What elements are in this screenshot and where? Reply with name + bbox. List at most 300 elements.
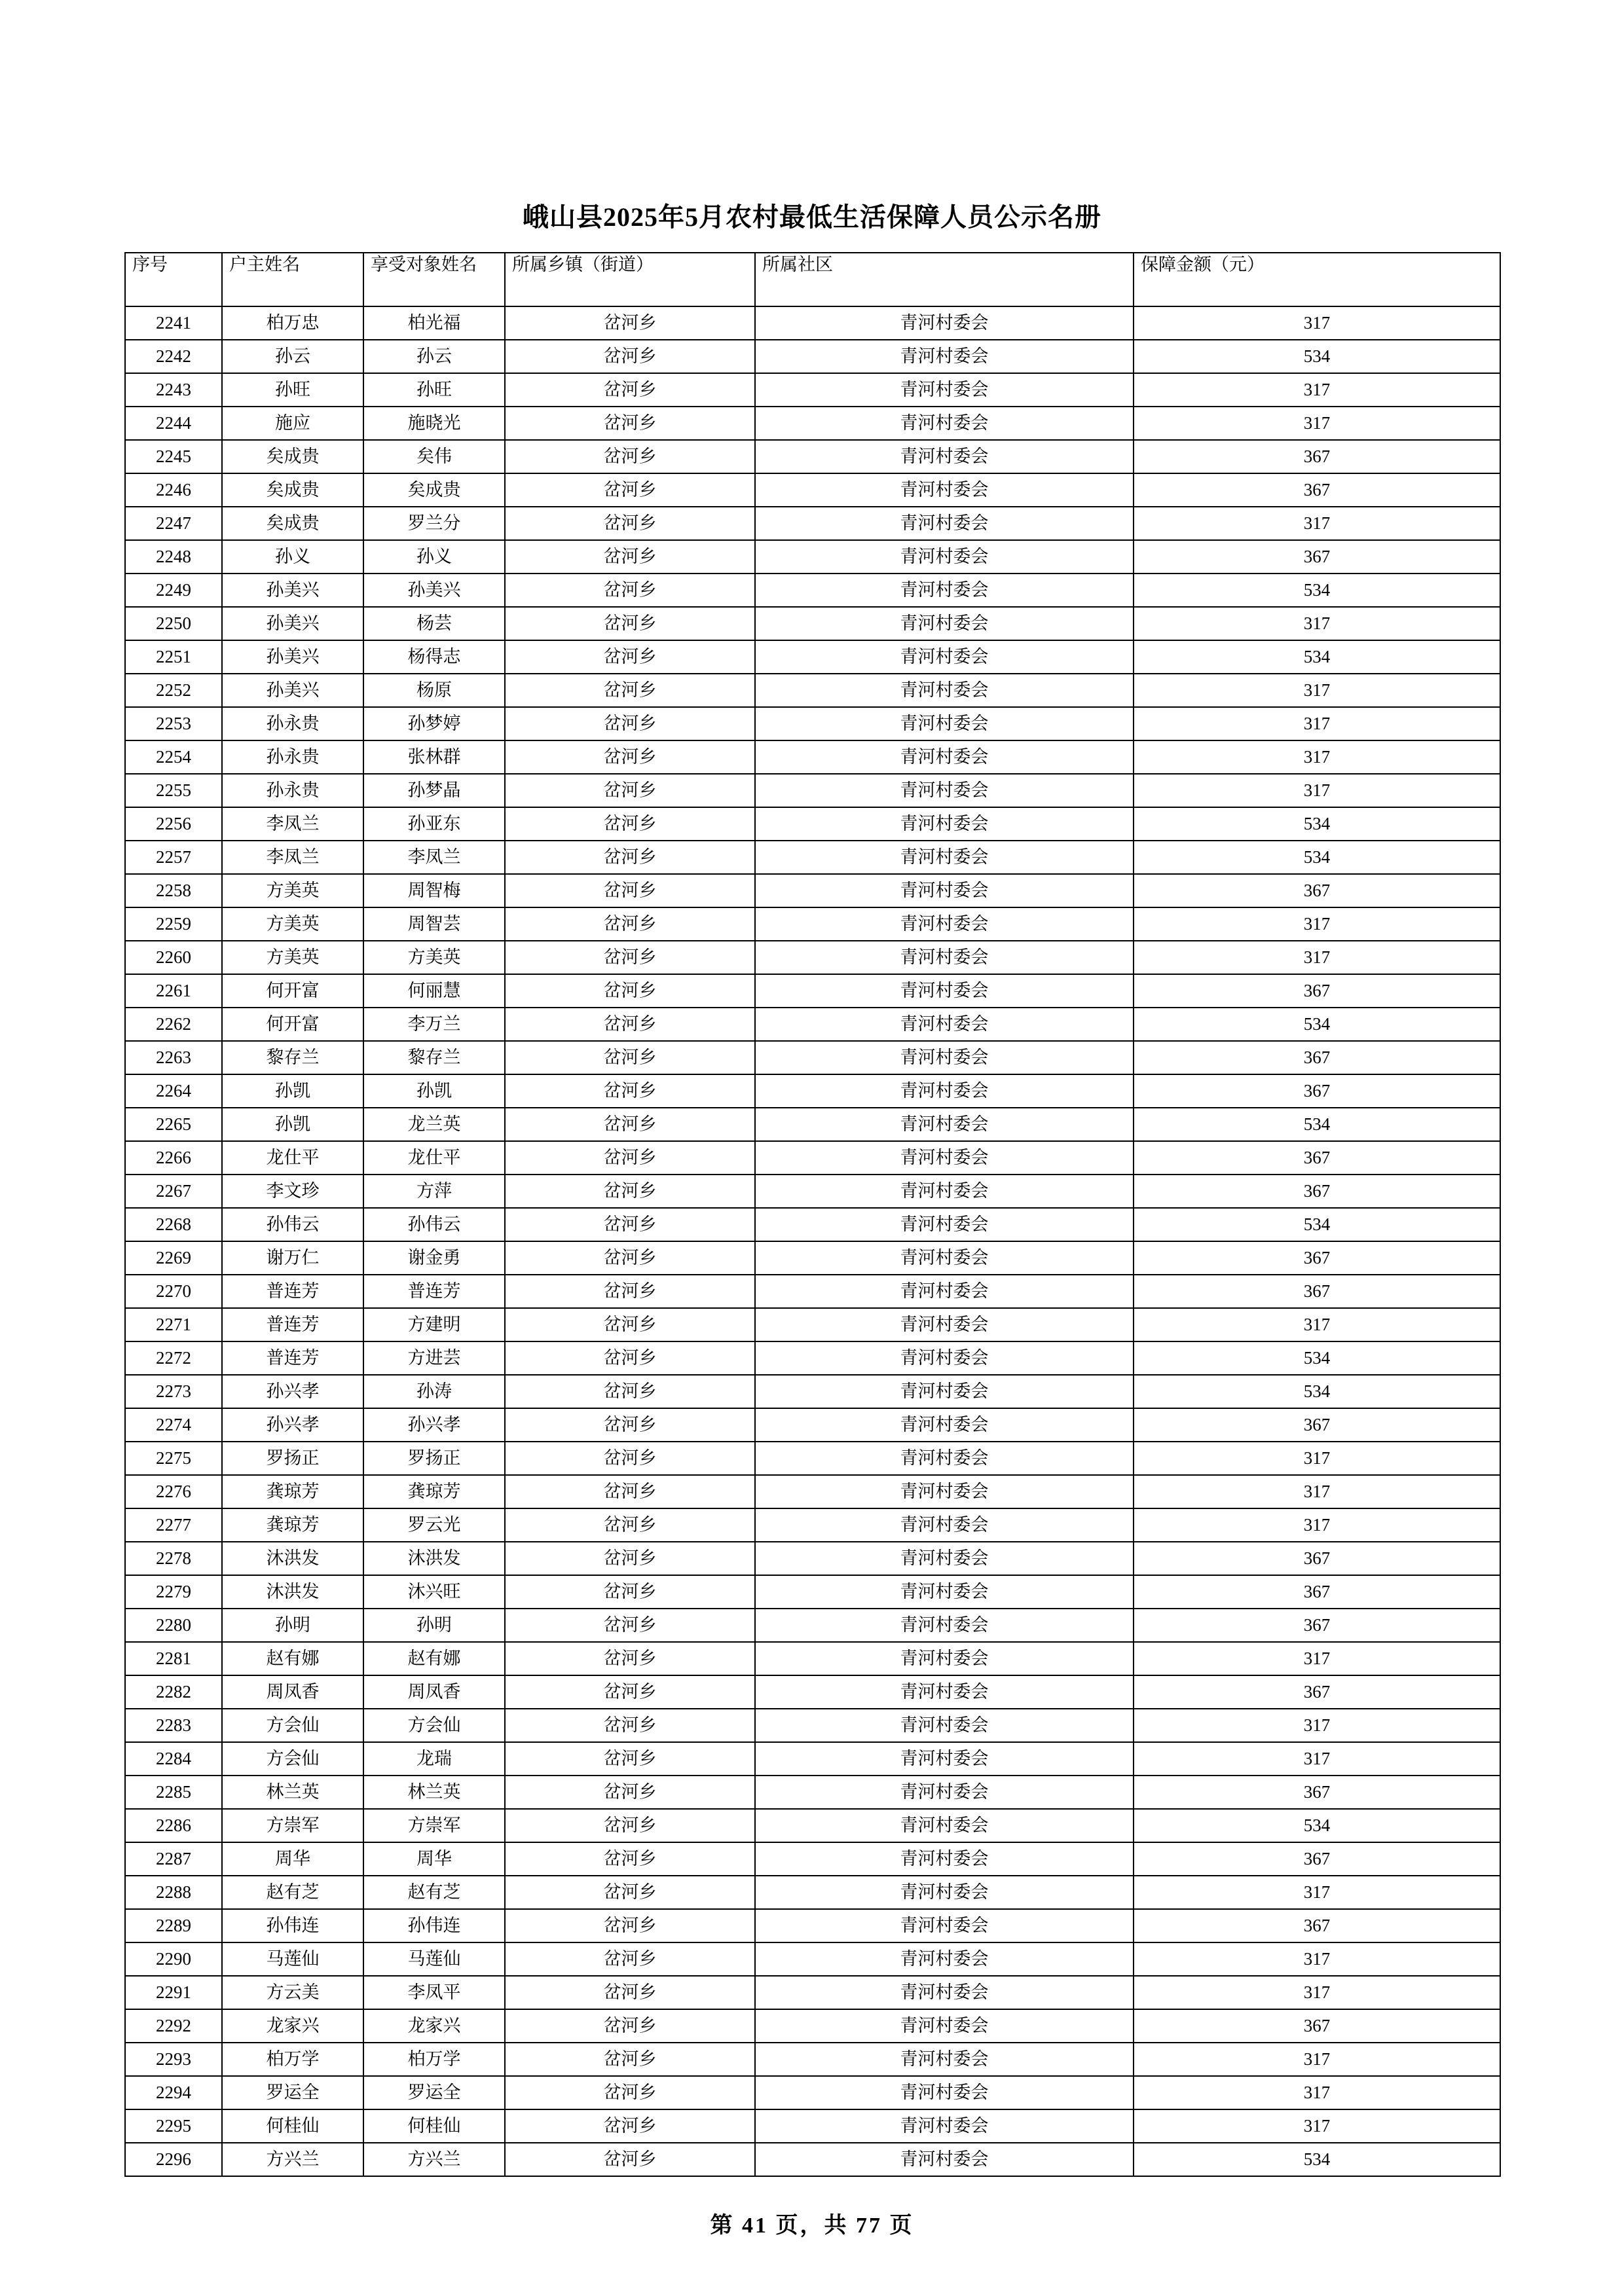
- cell-index: 2251: [125, 640, 222, 674]
- cell-index: 2296: [125, 2143, 222, 2176]
- cell-community: 青河村委会: [755, 306, 1134, 340]
- cell-beneficiary-name: 何丽慧: [363, 974, 505, 1008]
- cell-amount: 317: [1134, 1508, 1500, 1542]
- cell-township: 岔河乡: [505, 1275, 755, 1308]
- cell-index: 2250: [125, 607, 222, 640]
- cell-householder-name: 孙永贵: [222, 774, 363, 807]
- column-header-householder-name: 户主姓名: [222, 253, 363, 306]
- cell-township: 岔河乡: [505, 1909, 755, 1942]
- cell-township: 岔河乡: [505, 1408, 755, 1442]
- cell-amount: 317: [1134, 1876, 1500, 1909]
- cell-index: 2261: [125, 974, 222, 1008]
- cell-community: 青河村委会: [755, 1675, 1134, 1709]
- table-row: [125, 1442, 1500, 1475]
- cell-township: 岔河乡: [505, 340, 755, 373]
- cell-beneficiary-name: 杨得志: [363, 640, 505, 674]
- cell-beneficiary-name: 马莲仙: [363, 1942, 505, 1976]
- cell-beneficiary-name: 周智芸: [363, 907, 505, 941]
- cell-householder-name: 方美英: [222, 874, 363, 907]
- cell-beneficiary-name: 方进芸: [363, 1341, 505, 1375]
- cell-community: 青河村委会: [755, 2143, 1134, 2176]
- cell-index: 2291: [125, 1976, 222, 2009]
- cell-community: 青河村委会: [755, 2109, 1134, 2143]
- column-header-township: 所属乡镇（街道）: [505, 253, 755, 306]
- cell-amount: 317: [1134, 607, 1500, 640]
- cell-householder-name: 罗扬正: [222, 1442, 363, 1475]
- cell-index: 2247: [125, 507, 222, 540]
- cell-amount: 317: [1134, 507, 1500, 540]
- cell-index: 2268: [125, 1208, 222, 1241]
- cell-householder-name: 沐洪发: [222, 1542, 363, 1575]
- cell-township: 岔河乡: [505, 707, 755, 740]
- cell-community: 青河村委会: [755, 507, 1134, 540]
- cell-beneficiary-name: 周华: [363, 1842, 505, 1876]
- table-row: [125, 540, 1500, 574]
- cell-township: 岔河乡: [505, 1675, 755, 1709]
- cell-township: 岔河乡: [505, 1442, 755, 1475]
- cell-index: 2260: [125, 941, 222, 974]
- cell-householder-name: 龙家兴: [222, 2009, 363, 2043]
- cell-index: 2287: [125, 1842, 222, 1876]
- cell-amount: 534: [1134, 340, 1500, 373]
- cell-community: 青河村委会: [755, 907, 1134, 941]
- cell-amount: 317: [1134, 1475, 1500, 1508]
- cell-index: 2286: [125, 1809, 222, 1842]
- cell-community: 青河村委会: [755, 1508, 1134, 1542]
- cell-beneficiary-name: 龙兰英: [363, 1108, 505, 1141]
- cell-index: 2293: [125, 2043, 222, 2076]
- column-header-index: 序号: [125, 253, 222, 306]
- cell-householder-name: 赵有娜: [222, 1642, 363, 1675]
- cell-beneficiary-name: 李凤平: [363, 1976, 505, 2009]
- cell-amount: 534: [1134, 1208, 1500, 1241]
- cell-community: 青河村委会: [755, 1575, 1134, 1609]
- cell-community: 青河村委会: [755, 674, 1134, 707]
- cell-beneficiary-name: 谢金勇: [363, 1241, 505, 1275]
- cell-township: 岔河乡: [505, 2043, 755, 2076]
- cell-beneficiary-name: 沐洪发: [363, 1542, 505, 1575]
- cell-amount: 367: [1134, 1542, 1500, 1575]
- cell-community: 青河村委会: [755, 1475, 1134, 1508]
- table-row: [125, 640, 1500, 674]
- cell-community: 青河村委会: [755, 540, 1134, 574]
- cell-township: 岔河乡: [505, 574, 755, 607]
- cell-community: 青河村委会: [755, 2043, 1134, 2076]
- cell-community: 青河村委会: [755, 941, 1134, 974]
- cell-beneficiary-name: 孙凯: [363, 1074, 505, 1108]
- cell-township: 岔河乡: [505, 473, 755, 507]
- cell-amount: 367: [1134, 1909, 1500, 1942]
- cell-beneficiary-name: 孙伟云: [363, 1208, 505, 1241]
- cell-householder-name: 方美英: [222, 907, 363, 941]
- table-row: [125, 2043, 1500, 2076]
- cell-amount: 367: [1134, 1675, 1500, 1709]
- cell-householder-name: 方崇军: [222, 1809, 363, 1842]
- table-row: [125, 674, 1500, 707]
- cell-householder-name: 罗运全: [222, 2076, 363, 2109]
- cell-beneficiary-name: 龙瑞: [363, 1742, 505, 1776]
- cell-community: 青河村委会: [755, 1241, 1134, 1275]
- cell-beneficiary-name: 方萍: [363, 1175, 505, 1208]
- cell-beneficiary-name: 赵有芝: [363, 1876, 505, 1909]
- cell-beneficiary-name: 杨原: [363, 674, 505, 707]
- cell-beneficiary-name: 周凤香: [363, 1675, 505, 1709]
- cell-amount: 317: [1134, 774, 1500, 807]
- cell-township: 岔河乡: [505, 1609, 755, 1642]
- cell-amount: 367: [1134, 440, 1500, 473]
- table-body: [125, 306, 1500, 2176]
- cell-index: 2295: [125, 2109, 222, 2143]
- cell-householder-name: 孙兴孝: [222, 1408, 363, 1442]
- cell-beneficiary-name: 方美英: [363, 941, 505, 974]
- table-row: [125, 607, 1500, 640]
- cell-community: 青河村委会: [755, 1809, 1134, 1842]
- cell-index: 2241: [125, 306, 222, 340]
- cell-householder-name: 龚琼芳: [222, 1508, 363, 1542]
- cell-index: 2248: [125, 540, 222, 574]
- table-row: [125, 1141, 1500, 1175]
- cell-amount: 317: [1134, 1976, 1500, 2009]
- cell-township: 岔河乡: [505, 407, 755, 440]
- table-row: [125, 2143, 1500, 2176]
- table-row: [125, 373, 1500, 407]
- table-row: [125, 473, 1500, 507]
- cell-index: 2279: [125, 1575, 222, 1609]
- cell-index: 2281: [125, 1642, 222, 1675]
- cell-beneficiary-name: 张林群: [363, 740, 505, 774]
- cell-community: 青河村委会: [755, 440, 1134, 473]
- cell-township: 岔河乡: [505, 507, 755, 540]
- cell-amount: 317: [1134, 1942, 1500, 1976]
- cell-township: 岔河乡: [505, 2076, 755, 2109]
- cell-township: 岔河乡: [505, 440, 755, 473]
- cell-township: 岔河乡: [505, 1876, 755, 1909]
- cell-beneficiary-name: 施晓光: [363, 407, 505, 440]
- table-row: [125, 1508, 1500, 1542]
- table-row: [125, 1542, 1500, 1575]
- cell-householder-name: 孙美兴: [222, 640, 363, 674]
- cell-beneficiary-name: 李凤兰: [363, 841, 505, 874]
- cell-index: 2290: [125, 1942, 222, 1976]
- cell-amount: 534: [1134, 640, 1500, 674]
- cell-beneficiary-name: 孙云: [363, 340, 505, 373]
- cell-index: 2259: [125, 907, 222, 941]
- cell-index: 2265: [125, 1108, 222, 1141]
- cell-community: 青河村委会: [755, 1776, 1134, 1809]
- cell-beneficiary-name: 矣伟: [363, 440, 505, 473]
- cell-township: 岔河乡: [505, 1108, 755, 1141]
- cell-community: 青河村委会: [755, 1175, 1134, 1208]
- cell-index: 2258: [125, 874, 222, 907]
- cell-beneficiary-name: 柏万学: [363, 2043, 505, 2076]
- cell-community: 青河村委会: [755, 1008, 1134, 1041]
- cell-amount: 317: [1134, 1742, 1500, 1776]
- cell-householder-name: 柏万忠: [222, 306, 363, 340]
- cell-householder-name: 孙永贵: [222, 740, 363, 774]
- cell-amount: 317: [1134, 306, 1500, 340]
- cell-beneficiary-name: 罗兰分: [363, 507, 505, 540]
- cell-beneficiary-name: 龙家兴: [363, 2009, 505, 2043]
- table-row: [125, 1976, 1500, 2009]
- cell-amount: 317: [1134, 2109, 1500, 2143]
- cell-amount: 367: [1134, 974, 1500, 1008]
- cell-township: 岔河乡: [505, 306, 755, 340]
- table-row: [125, 874, 1500, 907]
- cell-community: 青河村委会: [755, 1942, 1134, 1976]
- cell-householder-name: 何开富: [222, 974, 363, 1008]
- cell-householder-name: 柏万学: [222, 2043, 363, 2076]
- table-row: [125, 574, 1500, 607]
- table-row: [125, 2109, 1500, 2143]
- cell-index: 2264: [125, 1074, 222, 1108]
- table-row: [125, 941, 1500, 974]
- cell-township: 岔河乡: [505, 607, 755, 640]
- cell-amount: 317: [1134, 1642, 1500, 1675]
- cell-amount: 367: [1134, 1141, 1500, 1175]
- cell-community: 青河村委会: [755, 707, 1134, 740]
- cell-beneficiary-name: 方建明: [363, 1308, 505, 1341]
- cell-householder-name: 方云美: [222, 1976, 363, 2009]
- cell-householder-name: 周华: [222, 1842, 363, 1876]
- cell-beneficiary-name: 方会仙: [363, 1709, 505, 1742]
- cell-householder-name: 孙美兴: [222, 674, 363, 707]
- cell-householder-name: 林兰英: [222, 1776, 363, 1809]
- cell-amount: 317: [1134, 407, 1500, 440]
- cell-amount: 317: [1134, 2043, 1500, 2076]
- cell-amount: 367: [1134, 540, 1500, 574]
- cell-amount: 317: [1134, 373, 1500, 407]
- cell-community: 青河村委会: [755, 1976, 1134, 2009]
- cell-beneficiary-name: 孙涛: [363, 1375, 505, 1408]
- cell-householder-name: 孙明: [222, 1609, 363, 1642]
- cell-township: 岔河乡: [505, 1308, 755, 1341]
- cell-index: 2266: [125, 1141, 222, 1175]
- cell-householder-name: 孙伟云: [222, 1208, 363, 1241]
- cell-township: 岔河乡: [505, 1842, 755, 1876]
- cell-amount: 317: [1134, 1709, 1500, 1742]
- cell-township: 岔河乡: [505, 2143, 755, 2176]
- cell-community: 青河村委会: [755, 1208, 1134, 1241]
- cell-community: 青河村委会: [755, 1876, 1134, 1909]
- cell-beneficiary-name: 普连芳: [363, 1275, 505, 1308]
- cell-amount: 367: [1134, 1074, 1500, 1108]
- cell-index: 2285: [125, 1776, 222, 1809]
- cell-index: 2294: [125, 2076, 222, 2109]
- cell-amount: 534: [1134, 1008, 1500, 1041]
- cell-index: 2256: [125, 807, 222, 841]
- cell-township: 岔河乡: [505, 674, 755, 707]
- cell-amount: 317: [1134, 674, 1500, 707]
- cell-township: 岔河乡: [505, 373, 755, 407]
- table-row: [125, 1776, 1500, 1809]
- cell-index: 2275: [125, 1442, 222, 1475]
- cell-beneficiary-name: 孙义: [363, 540, 505, 574]
- column-header-community: 所属社区: [755, 253, 1134, 306]
- cell-community: 青河村委会: [755, 1542, 1134, 1575]
- cell-amount: 367: [1134, 1241, 1500, 1275]
- cell-householder-name: 孙永贵: [222, 707, 363, 740]
- cell-index: 2245: [125, 440, 222, 473]
- table-row: [125, 340, 1500, 373]
- cell-index: 2263: [125, 1041, 222, 1074]
- cell-beneficiary-name: 孙明: [363, 1609, 505, 1642]
- cell-community: 青河村委会: [755, 1041, 1134, 1074]
- cell-householder-name: 孙旺: [222, 373, 363, 407]
- cell-township: 岔河乡: [505, 2109, 755, 2143]
- cell-amount: 367: [1134, 1575, 1500, 1609]
- table-row: [125, 1876, 1500, 1909]
- cell-index: 2284: [125, 1742, 222, 1776]
- cell-amount: 534: [1134, 1375, 1500, 1408]
- cell-householder-name: 方美英: [222, 941, 363, 974]
- cell-householder-name: 孙美兴: [222, 607, 363, 640]
- table-row: [125, 1341, 1500, 1375]
- table-row: [125, 1842, 1500, 1876]
- cell-householder-name: 孙美兴: [222, 574, 363, 607]
- cell-amount: 317: [1134, 1308, 1500, 1341]
- cell-community: 青河村委会: [755, 607, 1134, 640]
- table-header-row: [125, 253, 1500, 306]
- cell-index: 2255: [125, 774, 222, 807]
- cell-amount: 317: [1134, 740, 1500, 774]
- cell-township: 岔河乡: [505, 941, 755, 974]
- cell-householder-name: 方会仙: [222, 1709, 363, 1742]
- cell-township: 岔河乡: [505, 540, 755, 574]
- table-row: [125, 1308, 1500, 1341]
- cell-community: 青河村委会: [755, 1275, 1134, 1308]
- table-row: [125, 2009, 1500, 2043]
- cell-householder-name: 方会仙: [222, 1742, 363, 1776]
- cell-township: 岔河乡: [505, 874, 755, 907]
- cell-index: 2282: [125, 1675, 222, 1709]
- cell-community: 青河村委会: [755, 774, 1134, 807]
- cell-community: 青河村委会: [755, 1642, 1134, 1675]
- table-row: [125, 1609, 1500, 1642]
- column-header-amount: 保障金额（元）: [1134, 253, 1500, 306]
- cell-community: 青河村委会: [755, 841, 1134, 874]
- table-row: [125, 1108, 1500, 1141]
- cell-index: 2280: [125, 1609, 222, 1642]
- cell-index: 2253: [125, 707, 222, 740]
- table-row: [125, 440, 1500, 473]
- cell-community: 青河村委会: [755, 1108, 1134, 1141]
- table-row: [125, 1408, 1500, 1442]
- cell-community: 青河村委会: [755, 574, 1134, 607]
- cell-householder-name: 方兴兰: [222, 2143, 363, 2176]
- cell-community: 青河村委会: [755, 1742, 1134, 1776]
- cell-community: 青河村委会: [755, 974, 1134, 1008]
- cell-township: 岔河乡: [505, 1375, 755, 1408]
- cell-township: 岔河乡: [505, 1074, 755, 1108]
- cell-community: 青河村委会: [755, 1442, 1134, 1475]
- cell-index: 2273: [125, 1375, 222, 1408]
- cell-community: 青河村委会: [755, 1709, 1134, 1742]
- table-row: [125, 507, 1500, 540]
- table-row: [125, 1575, 1500, 1609]
- cell-householder-name: 龚琼芳: [222, 1475, 363, 1508]
- table-row: [125, 1709, 1500, 1742]
- cell-householder-name: 施应: [222, 407, 363, 440]
- table-row: [125, 707, 1500, 740]
- cell-amount: 534: [1134, 2143, 1500, 2176]
- cell-beneficiary-name: 孙旺: [363, 373, 505, 407]
- cell-township: 岔河乡: [505, 1341, 755, 1375]
- table-row: [125, 1008, 1500, 1041]
- cell-householder-name: 赵有芝: [222, 1876, 363, 1909]
- table-row: [125, 974, 1500, 1008]
- cell-beneficiary-name: 黎存兰: [363, 1041, 505, 1074]
- table-row: [125, 1742, 1500, 1776]
- cell-householder-name: 马莲仙: [222, 1942, 363, 1976]
- cell-township: 岔河乡: [505, 974, 755, 1008]
- table-row: [125, 1175, 1500, 1208]
- cell-amount: 317: [1134, 907, 1500, 941]
- table-row: [125, 807, 1500, 841]
- cell-township: 岔河乡: [505, 1976, 755, 2009]
- cell-householder-name: 李凤兰: [222, 807, 363, 841]
- cell-community: 青河村委会: [755, 2009, 1134, 2043]
- cell-community: 青河村委会: [755, 407, 1134, 440]
- cell-beneficiary-name: 龙仕平: [363, 1141, 505, 1175]
- cell-beneficiary-name: 周智梅: [363, 874, 505, 907]
- cell-householder-name: 沐洪发: [222, 1575, 363, 1609]
- cell-amount: 534: [1134, 807, 1500, 841]
- cell-township: 岔河乡: [505, 640, 755, 674]
- cell-community: 青河村委会: [755, 1909, 1134, 1942]
- cell-beneficiary-name: 罗扬正: [363, 1442, 505, 1475]
- cell-index: 2278: [125, 1542, 222, 1575]
- cell-amount: 534: [1134, 574, 1500, 607]
- cell-amount: 317: [1134, 941, 1500, 974]
- cell-householder-name: 普连芳: [222, 1308, 363, 1341]
- cell-beneficiary-name: 孙美兴: [363, 574, 505, 607]
- table-row: [125, 1041, 1500, 1074]
- table-row: [125, 1074, 1500, 1108]
- cell-beneficiary-name: 方兴兰: [363, 2143, 505, 2176]
- cell-township: 岔河乡: [505, 1141, 755, 1175]
- cell-community: 青河村委会: [755, 640, 1134, 674]
- cell-amount: 534: [1134, 1809, 1500, 1842]
- cell-beneficiary-name: 方崇军: [363, 1809, 505, 1842]
- cell-index: 2270: [125, 1275, 222, 1308]
- cell-township: 岔河乡: [505, 1642, 755, 1675]
- cell-beneficiary-name: 矣成贵: [363, 473, 505, 507]
- cell-index: 2271: [125, 1308, 222, 1341]
- cell-householder-name: 孙义: [222, 540, 363, 574]
- cell-community: 青河村委会: [755, 1141, 1134, 1175]
- cell-beneficiary-name: 沐兴旺: [363, 1575, 505, 1609]
- cell-amount: 534: [1134, 1341, 1500, 1375]
- cell-amount: 317: [1134, 1442, 1500, 1475]
- cell-amount: 367: [1134, 1041, 1500, 1074]
- table-row: [125, 1275, 1500, 1308]
- cell-amount: 367: [1134, 1275, 1500, 1308]
- column-header-beneficiary-name: 享受对象姓名: [363, 253, 505, 306]
- cell-index: 2267: [125, 1175, 222, 1208]
- cell-community: 青河村委会: [755, 1375, 1134, 1408]
- table-row: [125, 1475, 1500, 1508]
- cell-index: 2249: [125, 574, 222, 607]
- cell-community: 青河村委会: [755, 740, 1134, 774]
- cell-township: 岔河乡: [505, 1542, 755, 1575]
- table-row: [125, 306, 1500, 340]
- cell-index: 2262: [125, 1008, 222, 1041]
- cell-township: 岔河乡: [505, 1709, 755, 1742]
- cell-index: 2244: [125, 407, 222, 440]
- cell-householder-name: 孙云: [222, 340, 363, 373]
- cell-community: 青河村委会: [755, 2076, 1134, 2109]
- cell-householder-name: 龙仕平: [222, 1141, 363, 1175]
